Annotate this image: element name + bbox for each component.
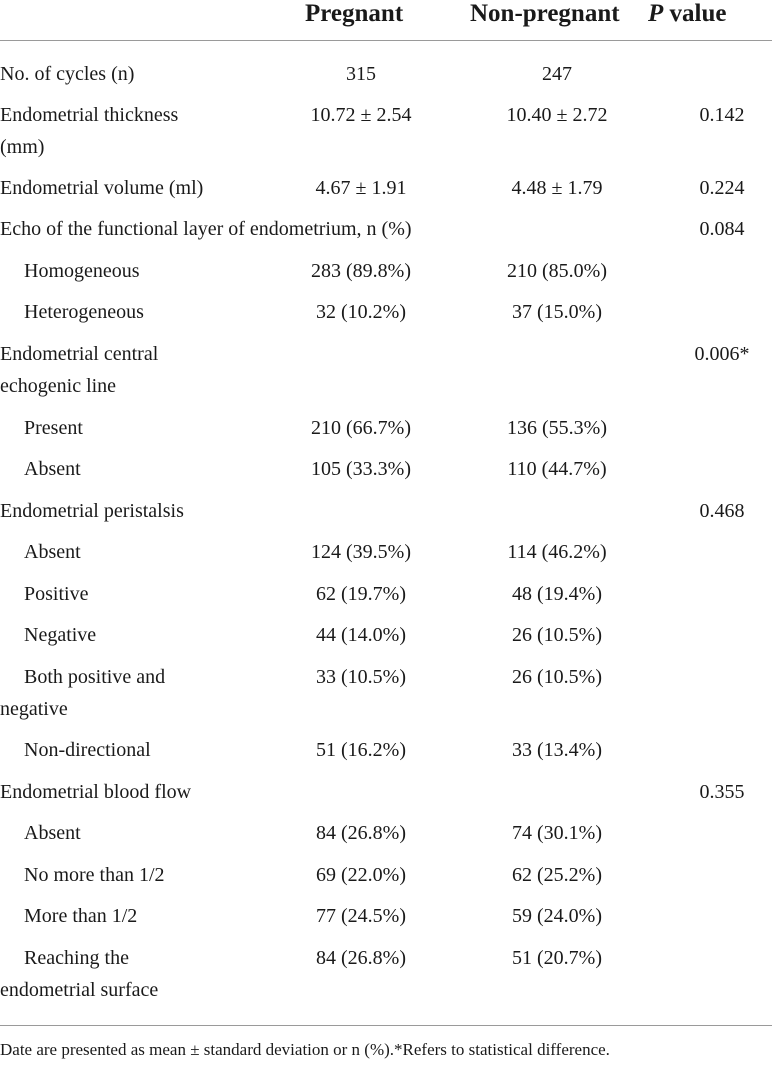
row-label: Echo of the functional layer of endometrium, n (%) [0, 218, 412, 240]
p-value-letter: P [648, 0, 664, 27]
cell-non-pregnant: 37 (15.0%) [512, 301, 602, 323]
cell-pregnant: 84 (26.8%) [316, 822, 406, 844]
cell-p-value: 0.355 [699, 781, 745, 803]
cell-non-pregnant: 51 (20.7%) [512, 947, 602, 969]
cell-non-pregnant: 110 (44.7%) [507, 458, 607, 480]
cell-non-pregnant: 59 (24.0%) [512, 905, 602, 927]
cell-non-pregnant: 247 [542, 63, 572, 85]
footer-rule [0, 1025, 772, 1026]
row-label: Homogeneous [24, 260, 140, 282]
cell-non-pregnant: 210 (85.0%) [507, 260, 607, 282]
cell-p-value: 0.006* [694, 343, 750, 365]
row-label: Endometrial blood flow [0, 781, 192, 803]
column-header-non-pregnant: Non-pregnant [470, 0, 620, 27]
cell-non-pregnant: 26 (10.5%) [512, 624, 602, 646]
cell-non-pregnant: 62 (25.2%) [512, 864, 602, 886]
cell-non-pregnant: 136 (55.3%) [507, 417, 607, 439]
row-label: Absent [24, 458, 81, 480]
p-value-suffix: value [663, 0, 727, 27]
row-label: Present [24, 417, 83, 439]
column-header-p-value [648, 0, 726, 28]
row-label: No. of cycles (n) [0, 63, 135, 85]
row-label: Endometrial volume (ml) [0, 177, 204, 199]
column-header-pregnant: Pregnant [305, 0, 404, 27]
cell-pregnant: 315 [346, 63, 376, 85]
cell-p-value: 0.142 [699, 104, 745, 126]
cell-non-pregnant: 114 (46.2%) [507, 541, 607, 563]
cell-pregnant: 10.72 ± 2.54 [310, 104, 412, 126]
cell-pregnant: 210 (66.7%) [311, 417, 411, 439]
cell-pregnant: 124 (39.5%) [311, 541, 411, 563]
row-label: Absent [24, 822, 81, 844]
cell-pregnant: 4.67 ± 1.91 [315, 177, 407, 199]
row-label: Positive [24, 583, 89, 605]
row-label: Endometrial central echogenic line [0, 343, 159, 397]
cell-p-value: 0.468 [699, 500, 745, 522]
cell-pregnant: 105 (33.3%) [311, 458, 411, 480]
row-label: Reaching the endometrial surface [0, 947, 159, 1001]
cell-pregnant: 77 (24.5%) [316, 905, 406, 927]
cell-p-value: 0.224 [699, 177, 745, 199]
cell-pregnant: 33 (10.5%) [316, 666, 406, 688]
cell-pregnant: 283 (89.8%) [311, 260, 411, 282]
row-label: Absent [24, 541, 81, 563]
cell-pregnant: 32 (10.2%) [316, 301, 406, 323]
cell-non-pregnant: 48 (19.4%) [512, 583, 602, 605]
cell-non-pregnant: 74 (30.1%) [512, 822, 602, 844]
header-rule [0, 40, 772, 41]
cell-pregnant: 84 (26.8%) [316, 947, 406, 969]
cell-pregnant: 44 (14.0%) [316, 624, 406, 646]
cell-pregnant: 62 (19.7%) [316, 583, 406, 605]
row-label: Non-directional [24, 739, 151, 761]
cell-non-pregnant: 4.48 ± 1.79 [511, 177, 603, 199]
cell-pregnant: 69 (22.0%) [316, 864, 406, 886]
cell-non-pregnant: 26 (10.5%) [512, 666, 602, 688]
cell-p-value: 0.084 [699, 218, 745, 240]
cell-pregnant: 51 (16.2%) [316, 739, 406, 761]
row-label: Negative [24, 624, 97, 646]
cell-non-pregnant: 10.40 ± 2.72 [506, 104, 608, 126]
row-label: Heterogeneous [24, 301, 144, 323]
row-label: No more than 1/2 [24, 864, 165, 886]
row-label: Both positive and negative [0, 666, 166, 720]
row-label: Endometrial thickness (mm) [0, 104, 179, 158]
row-label: More than 1/2 [24, 905, 138, 927]
table-footnote: Date are presented as mean ± standard deviation or n (%).*Refers to statistical difference. [0, 1040, 610, 1059]
cell-non-pregnant: 33 (13.4%) [512, 739, 602, 761]
row-label: Endometrial peristalsis [0, 500, 184, 522]
